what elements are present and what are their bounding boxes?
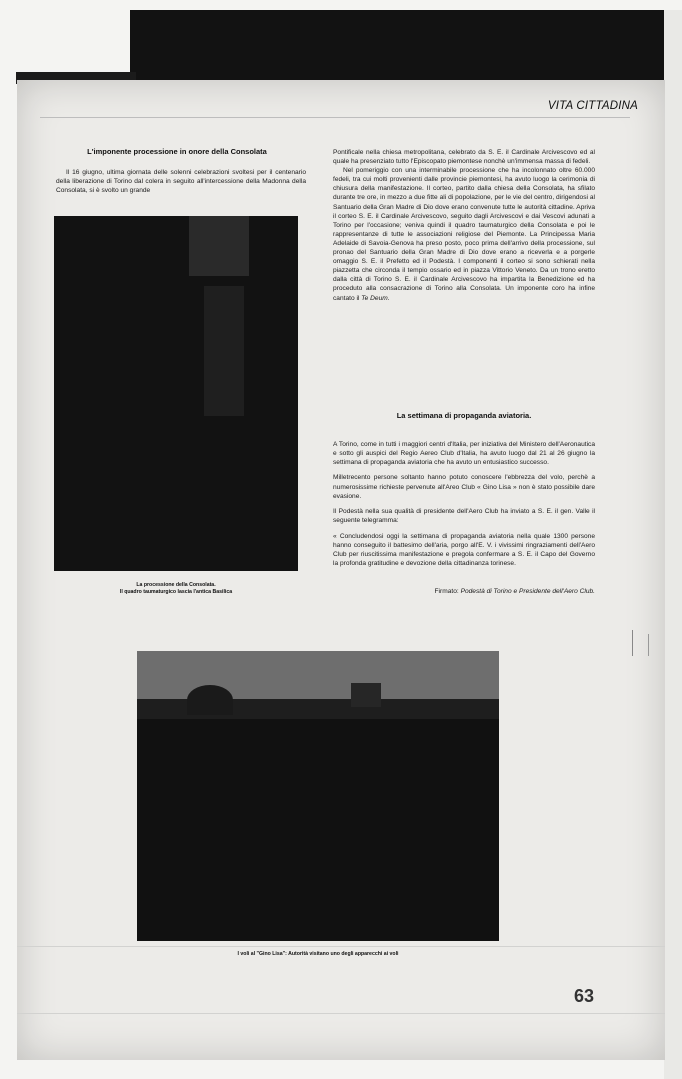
- scan-line: [17, 946, 665, 947]
- margin-mark: [648, 634, 649, 656]
- scan-border-top: [130, 10, 665, 80]
- scan-border-right: [664, 10, 682, 1079]
- article2-body: [333, 433, 595, 575]
- te-deum-text: Te Deum.: [361, 294, 390, 302]
- article1-paragraph: [333, 166, 595, 302]
- article1-intro: [56, 168, 306, 195]
- photo-tower: [351, 683, 381, 707]
- airfield-photo: [137, 651, 499, 941]
- article1-title: L'imponente processione in onore della Consolata: [87, 147, 267, 156]
- article1-intro-paragraph: Il 16 giugno, ultima giornata delle solenni celebrazioni svoltesi per il centenario della liberazione di Torino dal colera in seguito all'intercessione della Madonna della Consolata, si è svolto un grande: [56, 169, 306, 195]
- section-header: VITA CITTADINA: [547, 100, 638, 112]
- article1-paragraph-text: Nel pomeriggio con una interminabile processione che ha incolonnato oltre 60.000 fedeli, tra cui molti provenienti dalle provincie piemontesi, ha avuto luogo la cerimonia di chiusura della manifestazione. Il corteo, partito dalla chiesa della Consolata, ha sfilato durante tre ore, in mezzo a due fitte ali di popolazione, per le vie del centro, dirigendosi al Santuario della Gran Madre di Dio dove erano convenute tutte le autorità cittadine. Apriva il corteo S. E. il Cardinale Arcivescovo, seguito dagli Arcivescovi e dai Vescovi adunati a Torino per l'occasione; veniva quindi il quadro taumaturgico della Consolata e poi le rappresentanze di tutte le associazioni religiose del Piemonte. La Principessa Maria Adelaide di Savoia-Genova ha preso posto, poco prima dell'arrivo della processione, sul pronao del Santuario della Gran Madre di Dio dove erano a riceverla e a porgerle omaggio S. E. il Prefetto ed il Podestà. I componenti il corteo si sono schierati nella piazzetta che circonda il tempio ossario ed in piazza Vittorio Veneto. Da un trono eretto dalla città di Torino S. E. il Cardinale Arcivescovo ha impartita la Benedizione ed ha proceduto alla consacrazione di Torino alla Consolata. Un imponente coro ha infine cantato il: [333, 167, 595, 302]
- article2-paragraph: Il Podestà nella sua qualità di presidente dell'Aero Club ha inviato a S. E. il gen. Valle il seguente telegramma:: [333, 508, 595, 525]
- photo-detail: [189, 216, 249, 276]
- article2-telegram: « Concludendosi oggi la settimana di propaganda aviatoria nella quale 1300 persone hanno conseguito il battesimo dell'aria, porgo all'E. V. i vivissimi ringraziamenti dell'Aero Club per riuscitissima manifestazione e pregola confermare a S. E. il Capo del Governo la profonda gratitudine e devozione della cittadinanza torinese.: [333, 533, 595, 568]
- page-number: 63: [574, 986, 595, 1006]
- procession-photo: [54, 216, 298, 571]
- procession-photo-caption: [54, 582, 298, 596]
- margin-mark: [632, 630, 633, 656]
- header-rule: [40, 117, 630, 118]
- article2-paragraph: Milletrecento persone soltanto hanno potuto conoscere l'ebbrezza del volo, perchè a numerosissime richieste pervenute all'Areo Club « Gino Lisa » non è stato possibile dare evasione.: [333, 474, 595, 500]
- photo-dome: [187, 685, 233, 715]
- scan-line: [17, 1013, 665, 1014]
- signature-name: Podestà di Torino e Presidente dell'Aero Club.: [460, 588, 595, 595]
- article1-paragraph: Pontificale nella chiesa metropolitana, celebrato da S. E. il Cardinale Arcivescovo ed al quale ha presenziato tutto l'Episcopato piemontese nonchè un'immensa massa di fedeli.: [333, 149, 595, 166]
- article2-title: La settimana di propaganda aviatoria.: [396, 411, 532, 420]
- telegram-signature: [333, 588, 595, 595]
- caption-line-1: La processione della Consolata.: [136, 582, 216, 588]
- airfield-photo-caption: I voli al "Gino Lisa": Autorità visitano uno degli apparecchi ai voli: [237, 951, 399, 957]
- photo-detail: [204, 286, 244, 416]
- signature-label: Firmato:: [434, 588, 459, 595]
- article2-paragraph: A Torino, come in tutti i maggiori centri d'Italia, per iniziativa del Ministero dell'Aeronautica e sotto gli auspici del Regio Aereo Club d'Italia, ha avuto luogo dal 21 al 26 giugno la settimana di propaganda aviatoria che ha avuto un entusiastico successo.: [333, 440, 595, 466]
- caption-line-2: Il quadro taumaturgico lascia l'antica Basilica: [119, 589, 233, 595]
- article1-continued: [333, 148, 595, 303]
